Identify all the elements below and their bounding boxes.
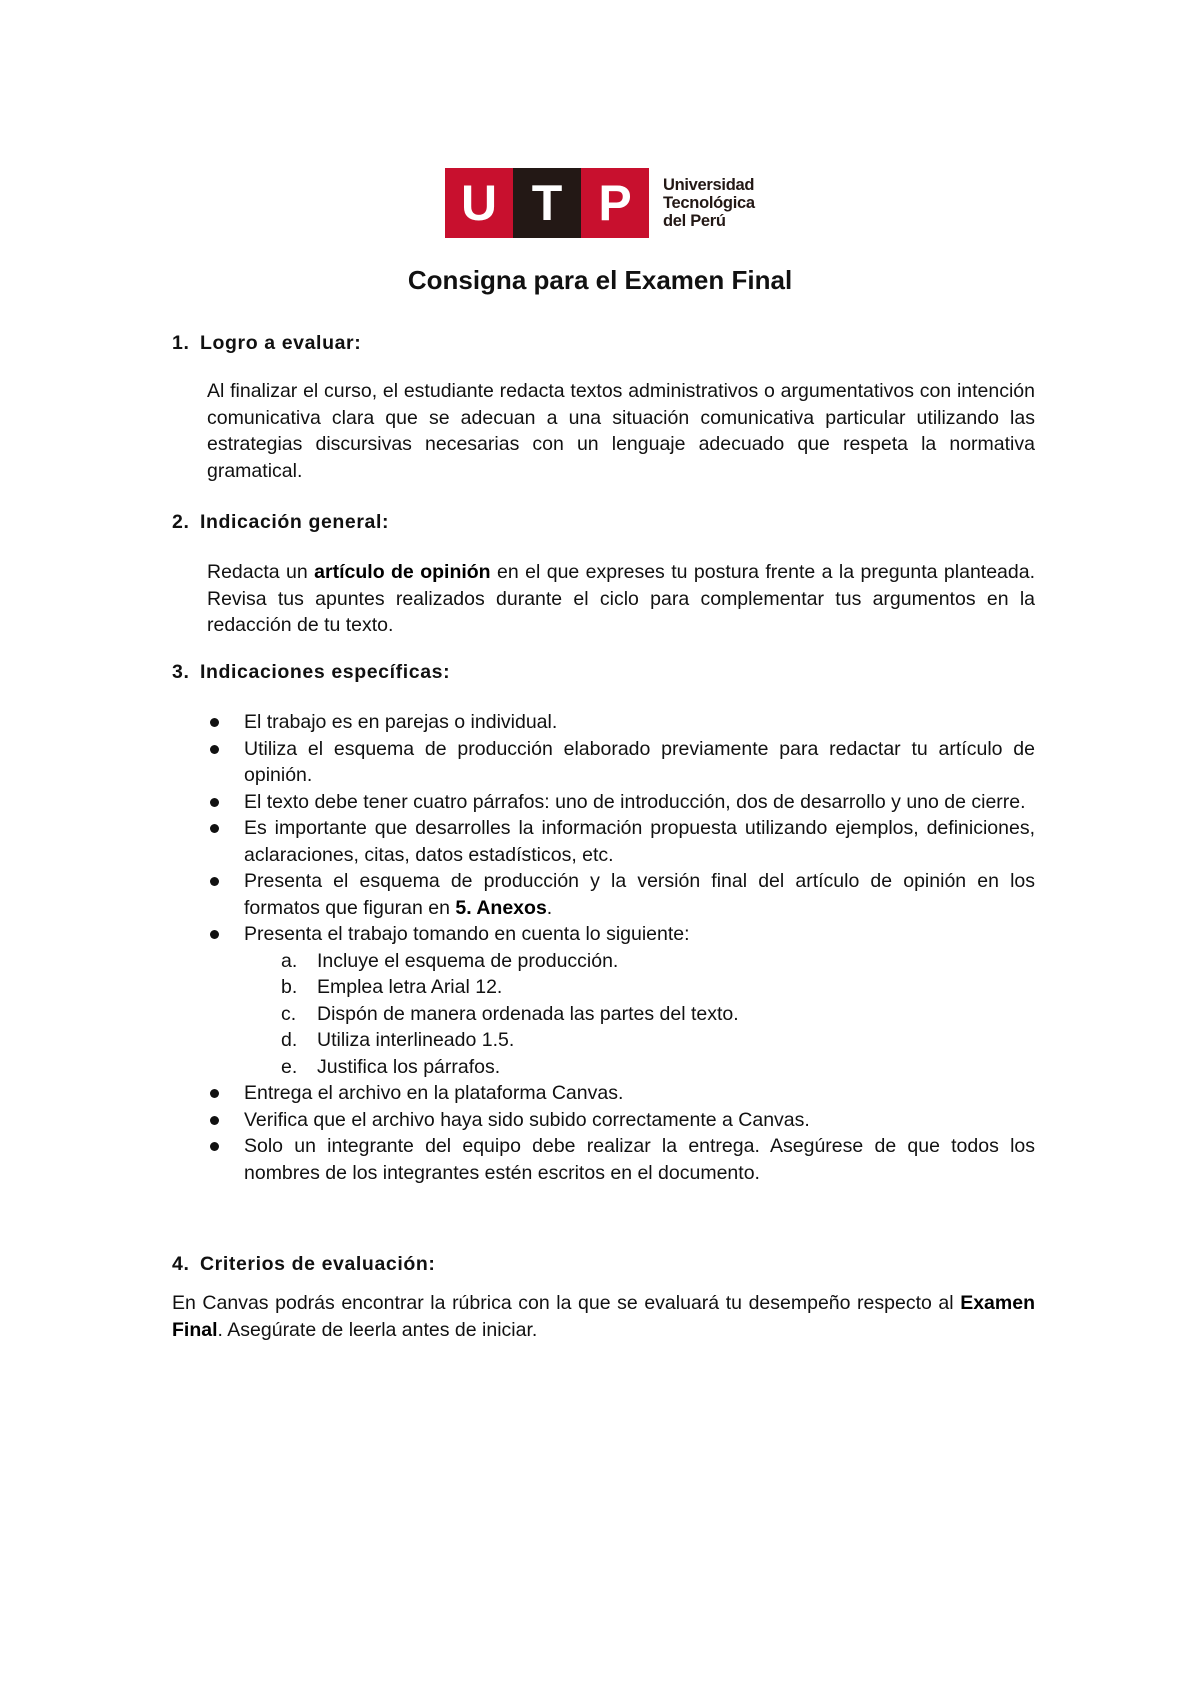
sub-list-text: Utiliza interlineado 1.5. (317, 1029, 515, 1051)
list-item-text: El trabajo es en parejas o individual. (244, 711, 558, 733)
sub-list-text: Dispón de manera ordenada las partes del texto. (317, 1002, 739, 1025)
logo-wordmark (663, 176, 755, 230)
section-4-number: 4. (172, 1253, 190, 1275)
logo-line-3: del Perú (663, 212, 726, 230)
section-2-text-start: Redacta un (207, 561, 315, 583)
section-1-number: 1. (172, 332, 190, 354)
logo-letter-t: T (513, 168, 581, 238)
logo-line-1: Universidad (663, 176, 755, 194)
utp-logo (445, 168, 755, 238)
bullet-icon (210, 745, 219, 754)
section-4-text-start: En Canvas podrás encontrar la rúbrica con la que se evaluará tu desempeño respecto al (172, 1292, 961, 1314)
sub-list-item (244, 974, 1035, 1001)
list-item-text: El texto debe tener cuatro párrafos: uno de introducción, dos de desarrollo y uno de cierre. (244, 790, 1026, 813)
logo-letter-blocks (445, 168, 649, 238)
annex-reference: 5. Anexos (455, 896, 547, 919)
sub-list-item (244, 1054, 1035, 1081)
sub-list-item (244, 948, 1035, 975)
bullet-icon (210, 877, 219, 886)
logo-line-2: Tecnológica (663, 194, 755, 212)
bullet-icon (210, 1142, 219, 1151)
sub-list-text: Emplea letra Arial 12. (317, 976, 503, 998)
bullet-icon (210, 824, 219, 833)
section-1-title: Logro a evaluar: (200, 332, 362, 354)
section-2-paragraph (207, 559, 1035, 639)
section-4-heading (172, 1251, 435, 1277)
sub-list-letter: b. (281, 976, 298, 998)
list-item-text-end: . (546, 896, 553, 919)
section-3-heading (172, 659, 450, 685)
list-item-text: Verifica que el archivo haya sido subido correctamente a Canvas. (244, 1108, 810, 1131)
list-item (207, 1107, 1035, 1134)
list-item (207, 815, 1035, 868)
bullet-icon (210, 1089, 219, 1098)
section-1-heading (172, 330, 361, 356)
list-item (207, 736, 1035, 789)
list-item-text: Solo un integrante del equipo debe realizar la entrega. Asegúrese de que todos los nombres de los integrantes estén escritos en el documento. (244, 1135, 1035, 1184)
list-item-text: Presenta el trabajo tomando en cuenta lo siguiente: (244, 923, 690, 945)
list-item-text: Es importante que desarrolles la información propuesta utilizando ejemplos, definiciones, aclaraciones, citas, datos estadísticos, etc. (244, 817, 1035, 866)
sub-list-text: Incluye el esquema de producción. (317, 949, 619, 972)
section-4-text-end: . Asegúrate de leerla antes de iniciar. (217, 1318, 538, 1341)
section-1-paragraph: Al finalizar el curso, el estudiante redacta textos administrativos o argumentativos con intención comunicativa clara que se adecuan a una situación comunicativa particular utilizando las estrategias discursivas necesarias con un lenguaje adecuado que respeta la normativa gramatical. (207, 380, 1035, 482)
section-2-title: Indicación general: (200, 511, 390, 533)
section-2-emphasis: artículo de opinión (314, 561, 491, 583)
document-title: Consigna para el Examen Final (407, 265, 793, 295)
logo-letter-p: P (581, 168, 649, 238)
section-3-bullet-list (207, 709, 1035, 1186)
list-item (207, 1133, 1035, 1186)
sub-list-letter: e. (281, 1055, 298, 1078)
list-item (207, 789, 1035, 816)
sub-list-letter: d. (281, 1029, 298, 1051)
list-item-text: Utiliza el esquema de producción elaborado previamente para redactar tu artículo de opinión. (244, 737, 1035, 786)
section-2-number: 2. (172, 511, 190, 533)
list-item (207, 709, 1035, 736)
section-4-title: Criterios de evaluación: (200, 1253, 436, 1275)
section-4-emphasis: Examen Final (172, 1292, 1035, 1341)
list-item (207, 868, 1035, 921)
sub-list-item (244, 1027, 1035, 1054)
bullet-icon (210, 930, 219, 939)
list-item (207, 921, 1035, 1080)
bullet-icon (210, 1116, 219, 1125)
section-4-paragraph (172, 1290, 1035, 1343)
sub-list-item (244, 1001, 1035, 1028)
logo-letter-u: U (445, 168, 513, 238)
section-2-text-end: en el que expreses tu postura frente a la pregunta planteada. Revisa tus apuntes realizados durante el ciclo para complementar tus argumentos en la redacción de tu texto. (207, 561, 1036, 636)
sub-list-letter: c. (281, 1002, 297, 1025)
list-item-text-start: Presenta el esquema de producción y la versión final del artículo de opinión en los formatos que figuran en (244, 870, 1035, 919)
list-item (207, 1080, 1035, 1107)
section-2-heading (172, 509, 389, 535)
list-item-text: Entrega el archivo en la plataforma Canvas. (244, 1082, 624, 1104)
sub-list-text: Justifica los párrafos. (317, 1055, 501, 1078)
section-3-number: 3. (172, 661, 190, 683)
sub-list-letter: a. (281, 949, 298, 972)
sub-list (244, 948, 1035, 1081)
section-3-title: Indicaciones específicas: (200, 661, 451, 683)
bullet-icon (210, 798, 219, 807)
bullet-icon (210, 718, 219, 727)
